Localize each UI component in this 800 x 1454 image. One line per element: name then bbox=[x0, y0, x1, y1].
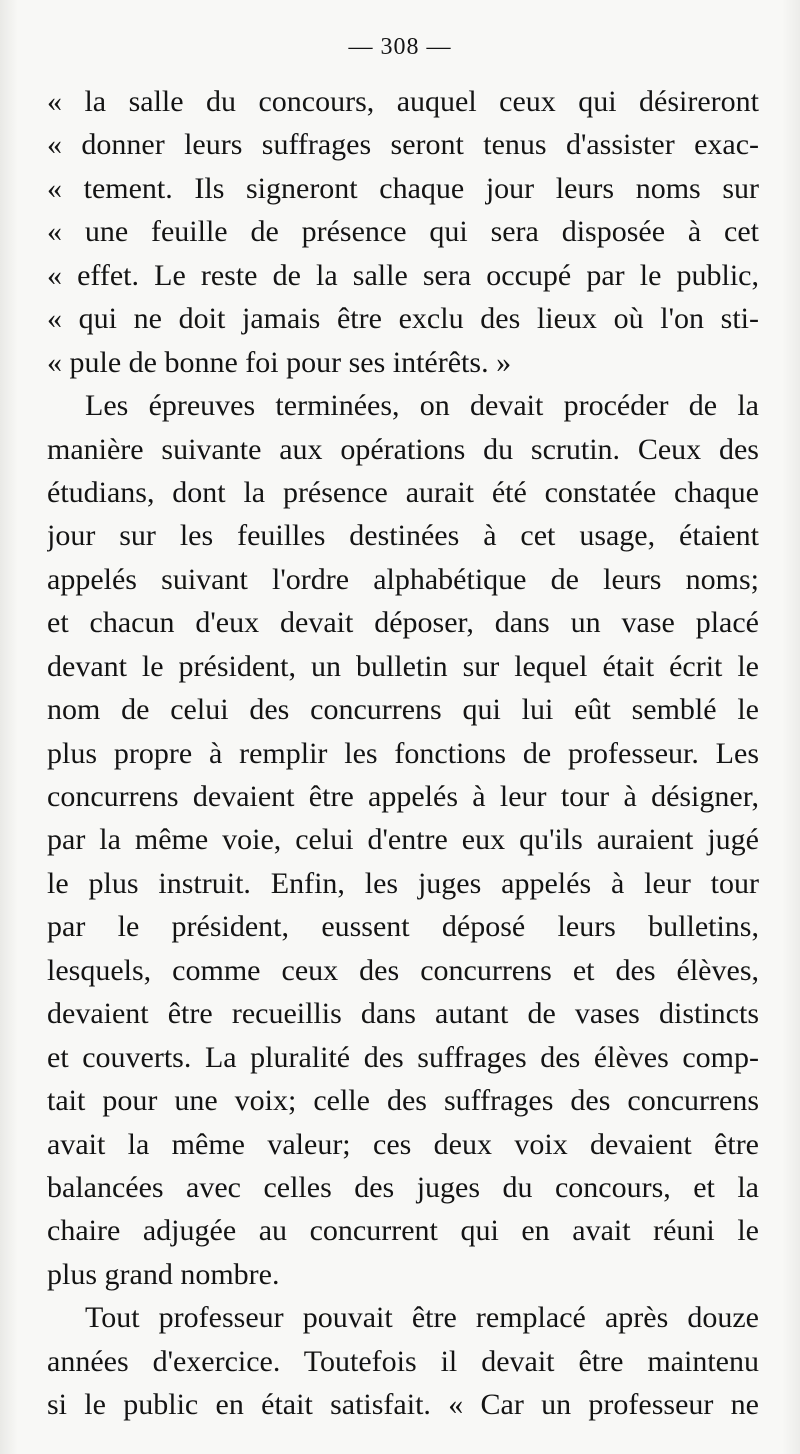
text-line: « la salle du concours, auquel ceux qui désireront bbox=[47, 85, 759, 118]
text-line: concurrens devaient être appelés à leur tour à désigner, bbox=[47, 780, 759, 813]
text-line: Tout professeur pouvait être remplacé après douze bbox=[85, 1301, 759, 1335]
text-line: si le public en était satisfait. « Car un professeur ne bbox=[47, 1388, 759, 1422]
text-line: et chacun d'eux devait déposer, dans un vase placé bbox=[47, 606, 759, 640]
text-line: « qui ne doit jamais être exclu des lieux où l'on sti- bbox=[47, 302, 759, 336]
text-line: devaient être recueillis dans autant de vases distincts bbox=[47, 997, 759, 1031]
text-line: par la même voie, celui d'entre eux qu'ils auraient jugé bbox=[47, 823, 759, 857]
text-line: « tement. Ils signeront chaque jour leurs noms sur bbox=[47, 171, 759, 205]
text-line: appelés suivant l'ordre alphabétique de leurs noms; bbox=[47, 562, 759, 596]
text-line: manière suivante aux opérations du scrutin. Ceux des bbox=[47, 432, 759, 466]
text-line: balancées avec celles des juges du concours, et la bbox=[47, 1170, 759, 1204]
body-text bbox=[47, 80, 759, 1427]
text-line: et couverts. La pluralité des suffrages des élèves comp- bbox=[47, 1040, 759, 1074]
text-line: avait la même valeur; ces deux voix devaient être bbox=[47, 1127, 759, 1161]
text-line: « une feuille de présence qui sera disposée à cet bbox=[47, 215, 759, 249]
text-line: Les épreuves terminées, on devait procéder de la bbox=[85, 389, 759, 423]
text-line: plus grand nombre. bbox=[47, 1257, 280, 1291]
text-line: « donner leurs suffrages seront tenus d'assister exac- bbox=[47, 128, 759, 162]
page-number: — 308 — bbox=[348, 34, 452, 60]
text-line: années d'exercice. Toutefois il devait être maintenu bbox=[47, 1344, 759, 1378]
text-line: le plus instruit. Enfin, les juges appelés à leur tour bbox=[47, 866, 759, 900]
text-line: « pule de bonne foi pour ses intérêts. » bbox=[47, 345, 512, 379]
text-line: « effet. Le reste de la salle sera occupé par le public, bbox=[47, 258, 759, 292]
text-line: par le président, eussent déposé leurs bulletins, bbox=[47, 910, 759, 944]
text-line: jour sur les feuilles destinées à cet usage, étaient bbox=[47, 519, 759, 553]
text-line: plus propre à remplir les fonctions de professeur. Les bbox=[47, 736, 759, 770]
text-line: lesquels, comme ceux des concurrens et des élèves, bbox=[47, 953, 759, 987]
text-line: chaire adjugée au concurrent qui en avait réuni le bbox=[47, 1214, 759, 1248]
text-line: devant le président, un bulletin sur lequel était écrit le bbox=[47, 649, 759, 683]
text-line: nom de celui des concurrens qui lui eût semblé le bbox=[47, 693, 759, 727]
text-line: étudians, dont la présence aurait été constatée chaque bbox=[47, 475, 759, 509]
text-line: tait pour une voix; celle des suffrages des concurrens bbox=[47, 1084, 759, 1118]
